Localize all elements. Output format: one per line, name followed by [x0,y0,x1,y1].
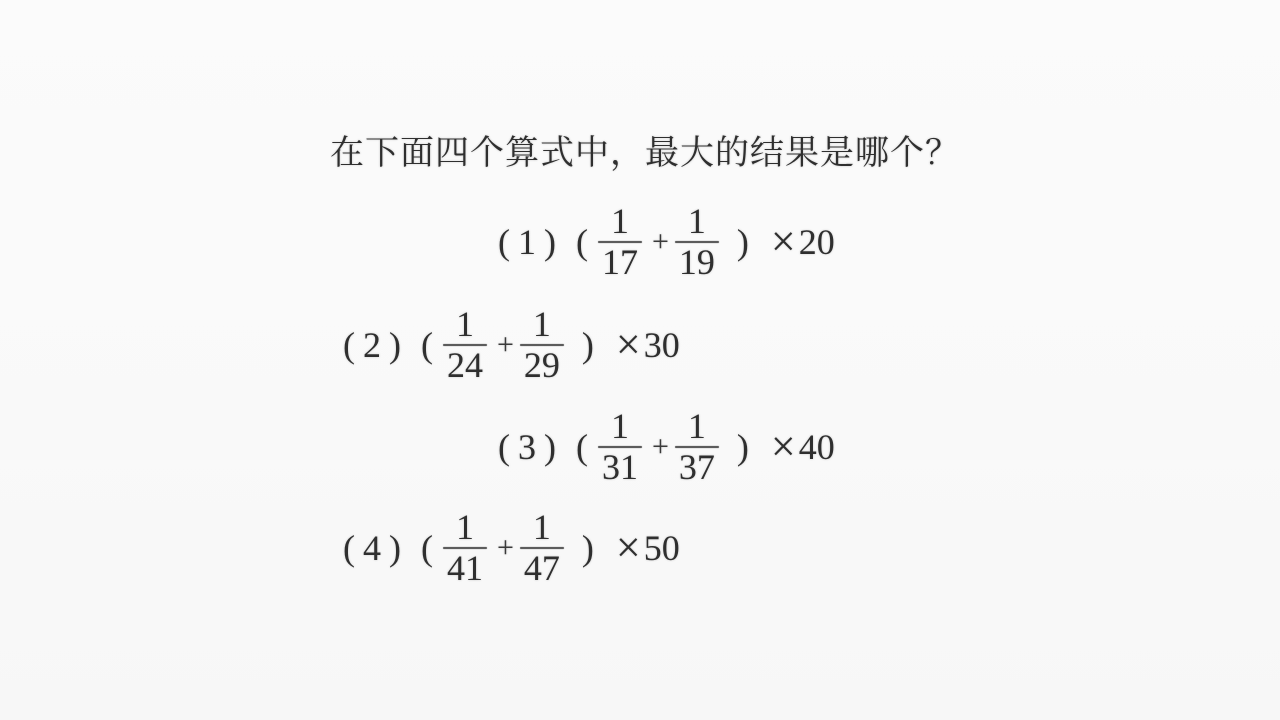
fraction [598,203,642,281]
close-paren: ) [581,528,594,568]
expression-row-1 [498,203,835,281]
problem-title: 在下面四个算式中，最大的结果是哪个？ [330,135,960,172]
times-sign: × [615,523,641,572]
expression-row-2 [343,306,680,384]
fraction [598,408,642,486]
fraction-numerator: 1 [532,507,551,547]
plus-sign: + [651,225,669,258]
fraction-denominator: 17 [601,242,638,282]
expression-row-3 [498,408,835,486]
expression-label: (3) [498,427,564,467]
multiplier: 50 [643,528,680,568]
plus-sign: + [496,328,514,361]
fraction-denominator: 31 [601,447,638,487]
fraction-numerator: 1 [687,201,706,241]
fraction-numerator: 1 [610,201,629,241]
times-sign: × [770,422,796,471]
fraction [520,306,564,384]
fraction-numerator: 1 [532,304,551,344]
fraction-denominator: 37 [678,447,715,487]
multiplier: 40 [798,427,835,467]
fraction-numerator: 1 [455,304,474,344]
fraction-denominator: 29 [523,345,560,385]
expression-label: (1) [498,222,564,262]
fraction-numerator: 1 [687,406,706,446]
open-paren: ( [420,528,433,568]
fraction-denominator: 19 [678,242,715,282]
fraction [675,408,719,486]
multiplier: 20 [798,222,835,262]
plus-sign: + [496,531,514,564]
open-paren: ( [420,325,433,365]
fraction-denominator: 41 [446,548,483,588]
expression-row-4 [343,509,680,587]
fraction [443,306,487,384]
fraction-denominator: 47 [523,548,560,588]
close-paren: ) [736,222,749,262]
times-sign: × [615,320,641,369]
times-sign: × [770,217,796,266]
fraction-numerator: 1 [455,507,474,547]
close-paren: ) [581,325,594,365]
fraction [675,203,719,281]
multiplier: 30 [643,325,680,365]
fraction-denominator: 24 [446,345,483,385]
fraction-numerator: 1 [610,406,629,446]
expression-label: (2) [343,325,409,365]
open-paren: ( [575,427,588,467]
plus-sign: + [651,430,669,463]
close-paren: ) [736,427,749,467]
fraction [520,509,564,587]
open-paren: ( [575,222,588,262]
fraction [443,509,487,587]
expression-label: (4) [343,528,409,568]
